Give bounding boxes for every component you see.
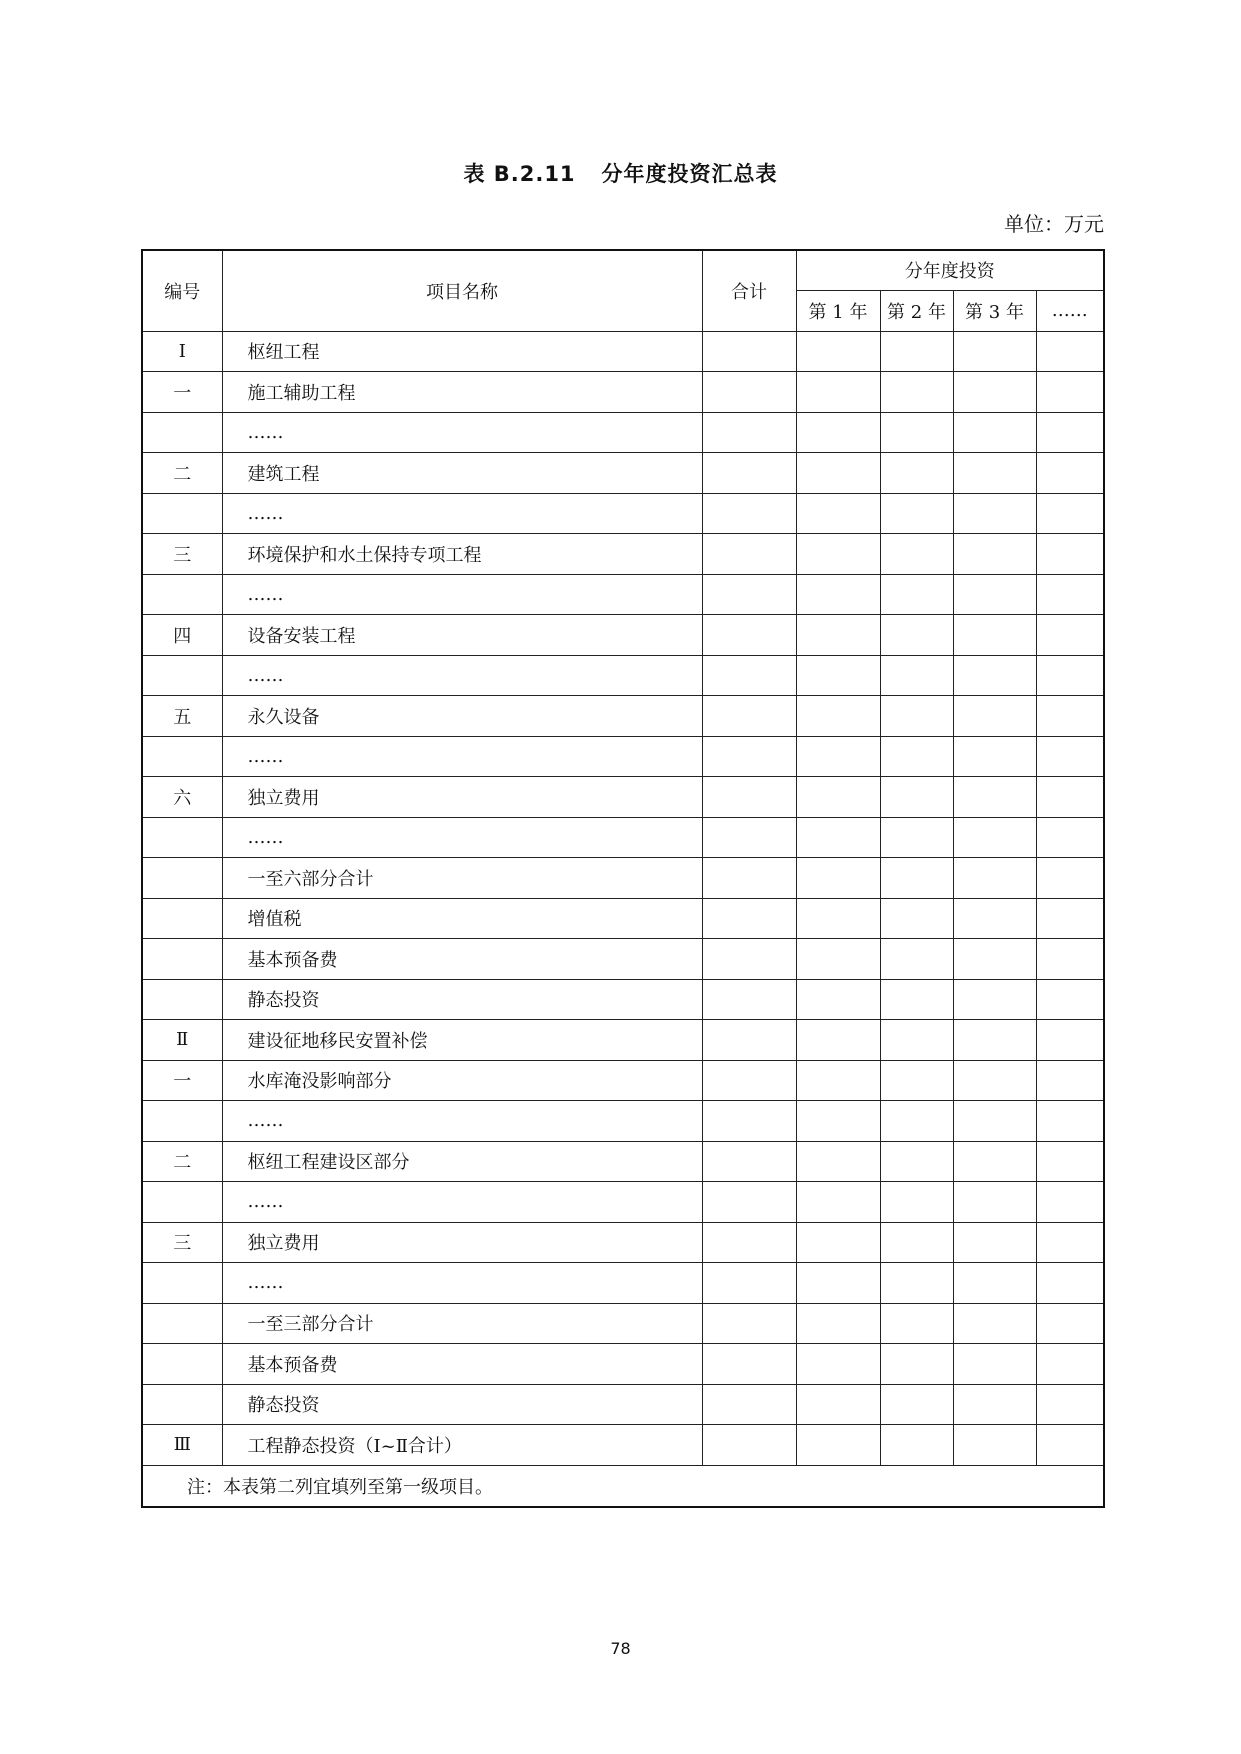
row-total-cell bbox=[702, 979, 796, 1020]
row-year-2-cell bbox=[880, 979, 953, 1020]
row-year-2-cell bbox=[880, 1101, 953, 1142]
row-total-cell bbox=[702, 939, 796, 980]
row-year-more-cell bbox=[1036, 1060, 1104, 1101]
table-row bbox=[142, 1101, 1104, 1142]
row-year-1-cell bbox=[796, 615, 880, 656]
table-row bbox=[142, 1263, 1104, 1304]
row-year-3-cell bbox=[953, 1101, 1036, 1142]
row-year-2-cell bbox=[880, 453, 953, 494]
row-year-3-cell bbox=[953, 534, 1036, 575]
row-year-more-cell bbox=[1036, 1344, 1104, 1385]
row-code bbox=[142, 1384, 222, 1425]
header-annual-investment: 分年度投资 bbox=[796, 250, 1104, 290]
row-year-3-cell bbox=[953, 736, 1036, 777]
row-total-cell bbox=[702, 898, 796, 939]
table-row bbox=[142, 574, 1104, 615]
table-row bbox=[142, 736, 1104, 777]
row-item-name: 静态投资 bbox=[222, 979, 702, 1020]
row-item-name: 水库淹没影响部分 bbox=[222, 1060, 702, 1101]
row-total-cell bbox=[702, 1020, 796, 1061]
row-code: 二 bbox=[142, 453, 222, 494]
row-code bbox=[142, 1344, 222, 1385]
table-row bbox=[142, 858, 1104, 899]
row-code bbox=[142, 1101, 222, 1142]
table-row bbox=[142, 1141, 1104, 1182]
row-year-3-cell bbox=[953, 655, 1036, 696]
row-year-1-cell bbox=[796, 372, 880, 413]
row-item-name: 一至六部分合计 bbox=[222, 858, 702, 899]
table-row bbox=[142, 1384, 1104, 1425]
row-total-cell bbox=[702, 1141, 796, 1182]
row-year-2-cell bbox=[880, 696, 953, 737]
table-row bbox=[142, 615, 1104, 656]
row-total-cell bbox=[702, 574, 796, 615]
table-row bbox=[142, 1222, 1104, 1263]
row-total-cell bbox=[702, 1344, 796, 1385]
row-year-1-cell bbox=[796, 1222, 880, 1263]
row-item-name: 工程静态投资（Ⅰ~Ⅱ合计） bbox=[222, 1425, 702, 1466]
row-item-name: 一至三部分合计 bbox=[222, 1303, 702, 1344]
row-year-more-cell bbox=[1036, 1425, 1104, 1466]
row-item-name: 枢纽工程建设区部分 bbox=[222, 1141, 702, 1182]
row-year-2-cell bbox=[880, 1303, 953, 1344]
row-total-cell bbox=[702, 453, 796, 494]
investment-summary-table bbox=[141, 249, 1105, 1508]
row-year-1-cell bbox=[796, 655, 880, 696]
row-year-1-cell bbox=[796, 736, 880, 777]
row-item-name: …… bbox=[222, 493, 702, 534]
row-year-more-cell bbox=[1036, 1020, 1104, 1061]
row-year-more-cell bbox=[1036, 1222, 1104, 1263]
row-year-1-cell bbox=[796, 696, 880, 737]
row-year-2-cell bbox=[880, 1222, 953, 1263]
row-code bbox=[142, 1303, 222, 1344]
table-row bbox=[142, 1303, 1104, 1344]
row-item-name: 建筑工程 bbox=[222, 453, 702, 494]
table-title bbox=[0, 158, 1241, 188]
row-year-3-cell bbox=[953, 493, 1036, 534]
table-row bbox=[142, 979, 1104, 1020]
row-year-1-cell bbox=[796, 1101, 880, 1142]
table-row bbox=[142, 372, 1104, 413]
row-item-name: 基本预备费 bbox=[222, 1344, 702, 1385]
row-year-2-cell bbox=[880, 1060, 953, 1101]
row-year-3-cell bbox=[953, 331, 1036, 372]
row-total-cell bbox=[702, 331, 796, 372]
row-year-more-cell bbox=[1036, 1303, 1104, 1344]
row-year-1-cell bbox=[796, 1303, 880, 1344]
row-total-cell bbox=[702, 412, 796, 453]
row-year-1-cell bbox=[796, 1141, 880, 1182]
row-year-more-cell bbox=[1036, 372, 1104, 413]
row-item-name: …… bbox=[222, 1182, 702, 1223]
row-item-name: 独立费用 bbox=[222, 777, 702, 818]
row-total-cell bbox=[702, 696, 796, 737]
row-year-more-cell bbox=[1036, 655, 1104, 696]
row-year-1-cell bbox=[796, 1384, 880, 1425]
row-year-3-cell bbox=[953, 777, 1036, 818]
row-year-2-cell bbox=[880, 534, 953, 575]
row-code: 四 bbox=[142, 615, 222, 656]
row-year-more-cell bbox=[1036, 1141, 1104, 1182]
note-row bbox=[142, 1465, 1104, 1507]
row-code: 二 bbox=[142, 1141, 222, 1182]
row-total-cell bbox=[702, 372, 796, 413]
table-row bbox=[142, 898, 1104, 939]
row-item-name: …… bbox=[222, 1101, 702, 1142]
unit-label: 单位：万元 bbox=[1004, 212, 1104, 236]
row-code: 一 bbox=[142, 372, 222, 413]
row-code bbox=[142, 858, 222, 899]
row-year-more-cell bbox=[1036, 493, 1104, 534]
row-year-2-cell bbox=[880, 736, 953, 777]
row-year-2-cell bbox=[880, 777, 953, 818]
table-row bbox=[142, 817, 1104, 858]
row-year-2-cell bbox=[880, 1344, 953, 1385]
row-year-3-cell bbox=[953, 1060, 1036, 1101]
row-code: 三 bbox=[142, 534, 222, 575]
row-year-1-cell bbox=[796, 777, 880, 818]
row-year-2-cell bbox=[880, 372, 953, 413]
row-year-more-cell bbox=[1036, 1384, 1104, 1425]
row-total-cell bbox=[702, 615, 796, 656]
row-code: 六 bbox=[142, 777, 222, 818]
row-item-name: 静态投资 bbox=[222, 1384, 702, 1425]
row-year-1-cell bbox=[796, 1344, 880, 1385]
row-year-3-cell bbox=[953, 1263, 1036, 1304]
header-total: 合计 bbox=[702, 250, 796, 331]
table-row bbox=[142, 777, 1104, 818]
row-year-3-cell bbox=[953, 817, 1036, 858]
row-item-name: …… bbox=[222, 817, 702, 858]
row-year-2-cell bbox=[880, 1182, 953, 1223]
row-total-cell bbox=[702, 493, 796, 534]
row-total-cell bbox=[702, 736, 796, 777]
row-year-3-cell bbox=[953, 979, 1036, 1020]
row-year-3-cell bbox=[953, 615, 1036, 656]
row-year-more-cell bbox=[1036, 1182, 1104, 1223]
row-item-name: 设备安装工程 bbox=[222, 615, 702, 656]
row-year-2-cell bbox=[880, 412, 953, 453]
row-code bbox=[142, 493, 222, 534]
row-total-cell bbox=[702, 777, 796, 818]
row-total-cell bbox=[702, 1182, 796, 1223]
row-year-more-cell bbox=[1036, 777, 1104, 818]
row-code: Ⅲ bbox=[142, 1425, 222, 1466]
row-year-1-cell bbox=[796, 1182, 880, 1223]
row-year-2-cell bbox=[880, 615, 953, 656]
row-year-1-cell bbox=[796, 1425, 880, 1466]
row-item-name: 施工辅助工程 bbox=[222, 372, 702, 413]
row-code: Ⅰ bbox=[142, 331, 222, 372]
row-year-more-cell bbox=[1036, 412, 1104, 453]
row-code bbox=[142, 898, 222, 939]
row-year-more-cell bbox=[1036, 453, 1104, 494]
row-year-3-cell bbox=[953, 1222, 1036, 1263]
row-code bbox=[142, 979, 222, 1020]
table-number: 表 B.2.11 bbox=[463, 162, 576, 186]
table-note: 注：本表第二列宜填列至第一级项目。 bbox=[142, 1465, 1104, 1507]
row-total-cell bbox=[702, 1303, 796, 1344]
row-year-more-cell bbox=[1036, 898, 1104, 939]
table-name: 分年度投资汇总表 bbox=[601, 162, 778, 186]
row-item-name: …… bbox=[222, 574, 702, 615]
row-year-2-cell bbox=[880, 574, 953, 615]
table-row bbox=[142, 696, 1104, 737]
table-row bbox=[142, 493, 1104, 534]
row-year-3-cell bbox=[953, 574, 1036, 615]
page-number: 78 bbox=[610, 1639, 631, 1658]
row-year-3-cell bbox=[953, 939, 1036, 980]
header-year-2: 第 2 年 bbox=[880, 290, 953, 331]
row-total-cell bbox=[702, 655, 796, 696]
row-code bbox=[142, 817, 222, 858]
table-row bbox=[142, 1344, 1104, 1385]
table-row bbox=[142, 331, 1104, 372]
row-year-1-cell bbox=[796, 574, 880, 615]
row-year-more-cell bbox=[1036, 696, 1104, 737]
row-total-cell bbox=[702, 817, 796, 858]
header-year-3: 第 3 年 bbox=[953, 290, 1036, 331]
row-year-3-cell bbox=[953, 858, 1036, 899]
table-row bbox=[142, 1020, 1104, 1061]
header-year-1: 第 1 年 bbox=[796, 290, 880, 331]
table-row bbox=[142, 1425, 1104, 1466]
row-total-cell bbox=[702, 1222, 796, 1263]
row-item-name: 环境保护和水土保持专项工程 bbox=[222, 534, 702, 575]
row-year-1-cell bbox=[796, 898, 880, 939]
row-year-more-cell bbox=[1036, 939, 1104, 980]
row-year-more-cell bbox=[1036, 736, 1104, 777]
row-item-name: 永久设备 bbox=[222, 696, 702, 737]
row-year-3-cell bbox=[953, 1020, 1036, 1061]
row-year-1-cell bbox=[796, 534, 880, 575]
header-row-1 bbox=[142, 250, 1104, 290]
row-year-3-cell bbox=[953, 1425, 1036, 1466]
row-code bbox=[142, 939, 222, 980]
row-year-3-cell bbox=[953, 1303, 1036, 1344]
row-item-name: …… bbox=[222, 736, 702, 777]
row-year-3-cell bbox=[953, 898, 1036, 939]
row-year-3-cell bbox=[953, 412, 1036, 453]
row-item-name: …… bbox=[222, 412, 702, 453]
row-year-2-cell bbox=[880, 817, 953, 858]
row-code: 三 bbox=[142, 1222, 222, 1263]
row-code: 一 bbox=[142, 1060, 222, 1101]
row-year-3-cell bbox=[953, 1344, 1036, 1385]
row-year-1-cell bbox=[796, 817, 880, 858]
row-year-more-cell bbox=[1036, 1263, 1104, 1304]
table-row bbox=[142, 1182, 1104, 1223]
row-code bbox=[142, 1182, 222, 1223]
row-year-3-cell bbox=[953, 453, 1036, 494]
table-row bbox=[142, 534, 1104, 575]
row-total-cell bbox=[702, 1060, 796, 1101]
row-year-more-cell bbox=[1036, 858, 1104, 899]
row-item-name: 建设征地移民安置补偿 bbox=[222, 1020, 702, 1061]
row-year-2-cell bbox=[880, 1141, 953, 1182]
row-year-more-cell bbox=[1036, 979, 1104, 1020]
row-year-3-cell bbox=[953, 372, 1036, 413]
row-year-2-cell bbox=[880, 493, 953, 534]
row-year-more-cell bbox=[1036, 1101, 1104, 1142]
row-total-cell bbox=[702, 858, 796, 899]
row-total-cell bbox=[702, 534, 796, 575]
row-year-2-cell bbox=[880, 1384, 953, 1425]
header-code: 编号 bbox=[142, 250, 222, 331]
row-code bbox=[142, 412, 222, 453]
row-year-2-cell bbox=[880, 939, 953, 980]
row-year-3-cell bbox=[953, 1384, 1036, 1425]
row-code bbox=[142, 1263, 222, 1304]
row-code: Ⅱ bbox=[142, 1020, 222, 1061]
row-year-2-cell bbox=[880, 655, 953, 696]
row-item-name: 独立费用 bbox=[222, 1222, 702, 1263]
row-year-more-cell bbox=[1036, 615, 1104, 656]
header-item-name: 项目名称 bbox=[222, 250, 702, 331]
row-year-2-cell bbox=[880, 331, 953, 372]
row-year-more-cell bbox=[1036, 817, 1104, 858]
row-total-cell bbox=[702, 1384, 796, 1425]
row-year-2-cell bbox=[880, 898, 953, 939]
row-year-2-cell bbox=[880, 858, 953, 899]
row-year-more-cell bbox=[1036, 331, 1104, 372]
row-year-1-cell bbox=[796, 979, 880, 1020]
row-year-more-cell bbox=[1036, 534, 1104, 575]
row-year-3-cell bbox=[953, 1141, 1036, 1182]
row-year-1-cell bbox=[796, 493, 880, 534]
table-row bbox=[142, 453, 1104, 494]
row-year-1-cell bbox=[796, 1020, 880, 1061]
row-item-name: 增值税 bbox=[222, 898, 702, 939]
row-code: 五 bbox=[142, 696, 222, 737]
table-row bbox=[142, 939, 1104, 980]
row-year-1-cell bbox=[796, 1060, 880, 1101]
table-row bbox=[142, 412, 1104, 453]
row-year-1-cell bbox=[796, 858, 880, 899]
row-year-1-cell bbox=[796, 331, 880, 372]
table-row bbox=[142, 1060, 1104, 1101]
row-total-cell bbox=[702, 1263, 796, 1304]
row-year-1-cell bbox=[796, 453, 880, 494]
row-year-3-cell bbox=[953, 1182, 1036, 1223]
row-item-name: 枢纽工程 bbox=[222, 331, 702, 372]
row-year-1-cell bbox=[796, 412, 880, 453]
row-item-name: 基本预备费 bbox=[222, 939, 702, 980]
row-item-name: …… bbox=[222, 1263, 702, 1304]
row-year-2-cell bbox=[880, 1425, 953, 1466]
row-year-1-cell bbox=[796, 1263, 880, 1304]
row-item-name: …… bbox=[222, 655, 702, 696]
header-year-more: …… bbox=[1036, 290, 1104, 331]
row-year-2-cell bbox=[880, 1020, 953, 1061]
row-code bbox=[142, 655, 222, 696]
table-row bbox=[142, 655, 1104, 696]
row-code bbox=[142, 574, 222, 615]
row-total-cell bbox=[702, 1425, 796, 1466]
row-year-2-cell bbox=[880, 1263, 953, 1304]
row-year-1-cell bbox=[796, 939, 880, 980]
row-code bbox=[142, 736, 222, 777]
row-year-more-cell bbox=[1036, 574, 1104, 615]
row-total-cell bbox=[702, 1101, 796, 1142]
row-year-3-cell bbox=[953, 696, 1036, 737]
